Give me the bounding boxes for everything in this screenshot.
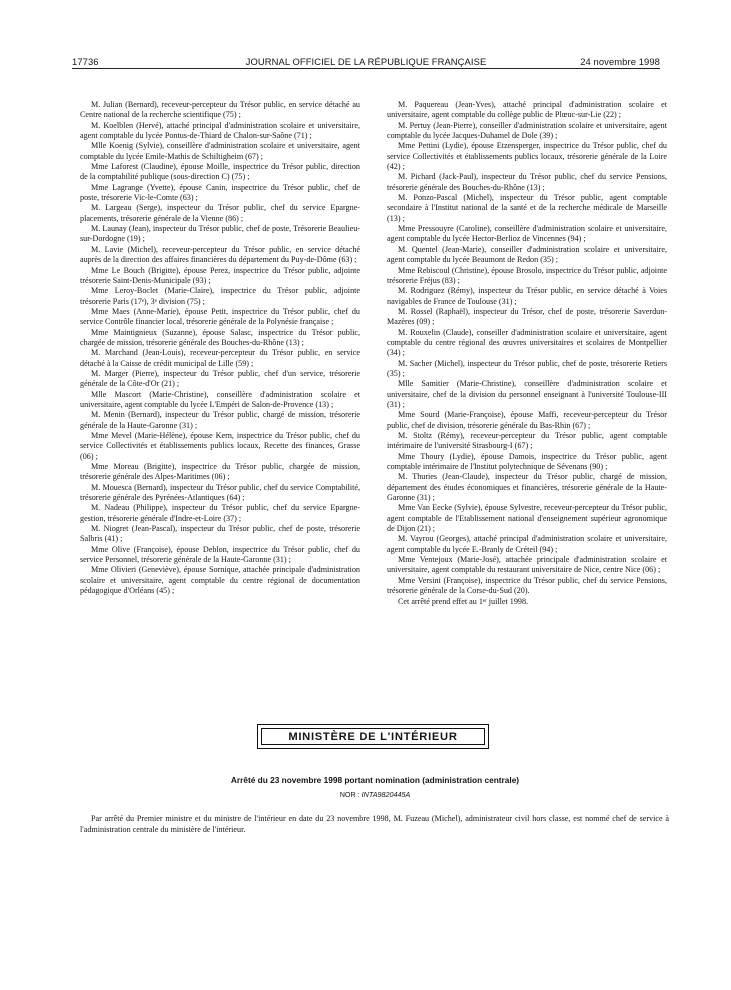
journal-title: JOURNAL OFFICIEL DE LA RÉPUBLIQUE FRANÇAISE	[245, 56, 487, 67]
appointment-entry: Mme Laforest (Claudine), épouse Moille, inspectrice du Trésor public, direction de la comptabilité publique (sous-direction C) (75) ;	[80, 162, 360, 182]
right-column	[387, 100, 667, 607]
appointment-entry: Mme Maintignieux (Suzanne), épouse Salasc, inspectrice du Trésor public, chargée de mission, trésorerie générale des Bouches-du-Rhône (13) ;	[80, 327, 360, 347]
arrete-body: Par arrêté du Premier ministre et du ministre de l'intérieur en date du 23 novembre 1998, M. Fuzeau (Michel), administrateur civil hors classe, est nommé chef de service à l'administration centrale du ministère de l'intérieur.	[80, 814, 669, 834]
appointment-entry: Mme Olivieri (Geneviève), épouse Sornique, attachée principale d'administration scolaire et universitaire, agent comptable du centre régional de documentation pédagogique d'Orléans (45) ;	[80, 565, 360, 596]
appointment-entry: M. Nadeau (Philippe), inspecteur du Trésor public, chef du service Epargne-gestion, trésorerie générale d'Indre-et-Loire (37) ;	[80, 503, 360, 523]
appointment-entry: Mme Moreau (Brigitte), inspectrice du Trésor public, chargée de mission, trésorerie générale des Alpes-Maritimes (06) ;	[80, 462, 360, 482]
appointment-entry: M. Sacher (Michel), inspecteur du Trésor public, chef de poste, trésorerie Retiers (35) ;	[387, 358, 667, 378]
appointment-entry: M. Koelblen (Hervé), attaché principal d'administration scolaire et universitaire, agent comptable du lycée Pontus-de-Thiard de Chalon-sur-Saône (71) ;	[80, 120, 360, 141]
appointment-entry: M. Pichard (Jack-Paul), inspecteur du Trésor public, chef du service Pensions, trésorerie générale des Bouches-du-Rhône (13) ;	[387, 172, 667, 192]
appointment-entry: M. Rossel (Raphaël), inspecteur du Trésor, chef de poste, trésorerie Saverdun-Mazères (09) ;	[387, 306, 667, 327]
appointment-entry: M. Niogret (Jean-Pascal), inspecteur du Trésor public, chef de poste, trésorerie Salbris (41) ;	[80, 524, 360, 544]
appointment-entry: Mme Pressouyre (Caroline), conseillère d'administration scolaire et universitaire, agent comptable du lycée Hector-Berlioz de Vincennes (94) ;	[387, 224, 667, 244]
issue-date: 24 novembre 1998	[580, 56, 660, 67]
appointment-entry: M. Launay (Jean), inspecteur du Trésor public, chef de poste, Trésorerie Beaulieu-sur-Dordogne (19) ;	[80, 224, 360, 244]
appointment-entry: Mme Olive (Françoise), épouse Deblon, inspectrice du Trésor public, chef du service Personnel, trésorerie générale de la Haute-Garonne (31) ;	[80, 544, 360, 565]
appointment-entry: M. Julian (Bernard), receveur-percepteur du Trésor public, en service détaché au Centre national de la recherche scientifique (75) ;	[80, 100, 360, 120]
nor-label: NOR :	[339, 790, 360, 799]
appointment-entry: M. Quentel (Jean-Marie), conseiller d'administration scolaire et universitaire, agent comptable du lycée Beaumont de Redon (35) ;	[387, 244, 667, 265]
page-number: 17736	[72, 56, 99, 67]
appointment-entry: Mlle Mascort (Marie-Christine), conseillère d'administration scolaire et universitaire, agent comptable du lycée L'Empéri de Salon-de-Provence (13) ;	[80, 389, 360, 409]
appointment-entry: M. Thuries (Jean-Claude), inspecteur du Trésor public, chargé de mission, département des études économiques et financières, trésorerie générale de la Haute-Garonne (31) ;	[387, 472, 667, 503]
appointment-entry: Mme Mevel (Marie-Hélène), épouse Kern, inspectrice du Trésor public, chef du service Collectivités et établissements publics locaux, Recette des finances, Grasse (06) ;	[80, 431, 360, 461]
appointment-entry: Mme Van Eecke (Sylvie), épouse Sylvestre, receveur-percepteur du Trésor public, agent comptable de l'Etablissement national d'enseignement supérieur agronomique de Dijon (21) ;	[387, 503, 667, 534]
right-column-entries	[387, 100, 667, 597]
appointment-entry: Mme Leroy-Boclet (Marie-Claire), inspectrice du Trésor public, adjointe trésorerie Paris (17ᵉ), 3ᵉ division (75) ;	[80, 286, 360, 306]
nor-code: INTA9820445A	[361, 790, 411, 799]
ministry-heading-box	[257, 724, 489, 749]
appointment-entry: M. Rodriguez (Rémy), inspecteur du Trésor public, en service détaché à Voies navigables de France de Toulouse (31) ;	[387, 286, 667, 306]
effective-date-line: Cet arrêté prend effet au 1ᵉʳ juillet 1998.	[398, 596, 529, 606]
appointment-entry: Mlle Samitier (Marie-Christine), conseillère d'administration scolaire et universitaire, chef de la division du personnel enseignant à l'université Toulouse-III (31) ;	[387, 379, 667, 409]
appointment-entry: Mme Versini (Françoise), inspectrice du Trésor public, chef du service Pensions, trésorerie générale de la Corse-du-Sud (20).	[387, 575, 667, 596]
header-rule	[72, 68, 660, 69]
appointment-entry: Mme Sourd (Marie-Françoise), épouse Maffi, receveur-percepteur du Trésor public, chef de division, trésorerie générale du Bas-Rhin (67) ;	[387, 410, 667, 430]
arrete-title: Arrêté du 23 novembre 1998 portant nomination (administration centrale)	[230, 775, 520, 785]
appointment-entry: M. Pertuy (Jean-Pierre), conseiller d'administration scolaire et universitaire, agent comptable du lycée Jacques-Duhamel de Dole (39) ;	[387, 120, 667, 141]
appointment-entry: M. Paquereau (Jean-Yves), attaché principal d'administration scolaire et universitaire, agent comptable du collège public de Plœuc-sur-Lie (22) ;	[387, 100, 667, 120]
ministry-heading: MINISTÈRE DE L'INTÉRIEUR	[261, 728, 485, 745]
appointment-entry: M. Marger (Pierre), inspecteur du Trésor public, chef d'un service, trésorerie générale de la Côte-d'Or (21) ;	[80, 368, 360, 389]
appointment-entry: M. Mouesca (Bernard), inspecteur du Trésor public, chef du service Comptabilité, trésorerie générale des Pyrénées-Atlantiques (64) ;	[80, 482, 360, 503]
appointment-entry: Mme Thoury (Lydie), épouse Damois, inspectrice du Trésor public, agent comptable intérimaire de l'Institut polytechnique de Sévenans (90) ;	[387, 451, 667, 472]
appointment-entry: M. Marchand (Jean-Louis), receveur-percepteur du Trésor public, en service détaché à la Caisse de crédit municipal de Lille (59) ;	[80, 348, 360, 368]
appointment-entry: Mme Pettini (Lydie), épouse Etzensperger, inspectrice du Trésor public, chef du service Collectivités et établissements publics locaux, trésorerie générale de la Loire (42) ;	[387, 141, 667, 172]
appointment-entry: Mme Ventejoux (Marie-José), attachée principale d'administration scolaire et universitaire, agent comptable du restaurant universitaire de Nice, centre Nice (06) ;	[387, 555, 667, 575]
appointment-entry: M. Ponzo-Pascal (Michel), inspecteur du Trésor public, agent comptable secondaire à l'Institut national de la santé et de la recherche médicale de Marseille (13) ;	[387, 193, 667, 223]
appointment-entry: M. Stoltz (Rémy), receveur-percepteur du Trésor public, agent comptable intérimaire de l'université Strasbourg-I (67) ;	[387, 431, 667, 451]
appointment-entry: Mme Rebiscoul (Christine), épouse Brosolo, inspectrice du Trésor public, adjointe trésorerie Fréjus (83) ;	[387, 265, 667, 285]
appointment-entry: M. Vayrou (Georges), attaché principal d'administration scolaire et universitaire, agent comptable du lycée E.-Branly de Créteil (94) ;	[387, 534, 667, 554]
appointment-entry: Mme Lagrange (Yvette), épouse Canin, inspectrice du Trésor public, chef de poste, trésorerie Vic-le-Comte (63) ;	[80, 182, 360, 203]
left-column	[80, 100, 360, 597]
appointment-entry: Mme Le Bouch (Brigitte), épouse Perez, inspectrice du Trésor public, adjointe trésorerie Saint-Denis-Municipale (93) ;	[80, 265, 360, 285]
appointment-entry: M. Lavie (Michel), receveur-percepteur du Trésor public, en service détaché auprès de la direction des affaires financières du département du Puy-de-Dôme (63) ;	[80, 244, 360, 265]
appointment-entry: M. Largeau (Serge), inspecteur du Trésor public, chef du service Epargne-placements, trésorerie générale de la Vienne (86) ;	[80, 203, 360, 223]
appointment-entry: Mme Maes (Anne-Marie), épouse Petit, inspectrice du Trésor public, chef du service Contrôle financier local, trésorerie générale de la Polynésie française ;	[80, 306, 360, 327]
nor-reference	[80, 790, 670, 799]
appointment-entry: M. Menin (Bernard), inspecteur du Trésor public, chargé de mission, trésorerie générale de la Haute-Garonne (31) ;	[80, 410, 360, 430]
appointment-entry: M. Rouxelin (Claude), conseiller d'administration scolaire et universitaire, agent comptable du centre régional des œuvres universitaires et scolaires de Montpellier (34) ;	[387, 327, 667, 358]
appointment-entry: Mlle Koenig (Sylvie), conseillère d'administration scolaire et universitaire, agent comptable du lycée Emile-Mathis de Schiltigheim (67) ;	[80, 141, 360, 161]
